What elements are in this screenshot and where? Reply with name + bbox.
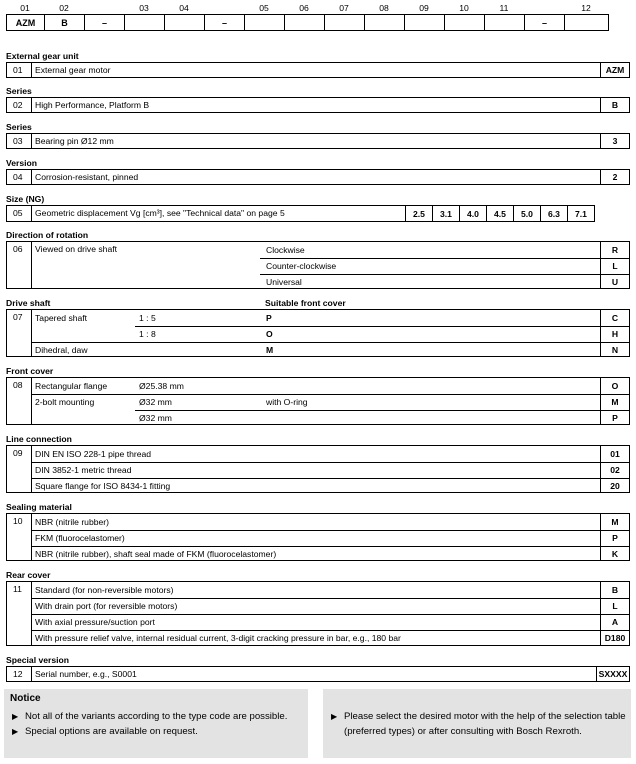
type-code-position: 03 (139, 3, 149, 13)
table-size (6, 205, 595, 222)
notice-item: ▶ Not all of the variants according to the type code are possible. (12, 711, 288, 722)
type-code-box: – (205, 15, 245, 31)
option-text: Serial number, e.g., S0001 (35, 669, 137, 679)
notice-box-right (323, 689, 631, 758)
type-code-position: 05 (259, 3, 269, 13)
table-sealing (6, 513, 630, 561)
type-code-position: 10 (459, 3, 469, 13)
size-value: 2.5 (405, 206, 432, 221)
option-text: With drain port (for reversible motors) (35, 601, 178, 611)
type-code-position (204, 3, 244, 14)
cover-dimension: Ø32 mm (139, 413, 172, 423)
table-external-gear-unit (6, 62, 630, 78)
section-title-special-version: Special version (6, 655, 70, 665)
type-code-box (365, 15, 405, 31)
position-number: 09 (7, 446, 32, 492)
option-text: NBR (nitrile rubber), shaft seal made of FKM (fluorocelastomer) (35, 549, 277, 559)
notice-item: ▶ Please select the desired motor with the help of the selection table (preferred types) or after consulting with Bosch Rexroth. (331, 711, 626, 737)
section-title-sealing: Sealing material (6, 502, 72, 512)
position-number: 10 (7, 514, 32, 560)
type-code-position: 07 (339, 3, 349, 13)
option-code: B (600, 98, 629, 112)
type-code-box: B (45, 15, 85, 31)
option-text: Geometric displacement Vg [cm³], see "Technical data" on page 5 (35, 208, 285, 218)
option-code: 01 02 20 (600, 446, 629, 492)
type-code-position: 04 (179, 3, 189, 13)
cover-dimension: Ø25.38 mm (139, 381, 184, 391)
option-text: Standard (for non-reversible motors) (35, 585, 174, 595)
position-number: 07 (7, 310, 32, 356)
option-text: Square flange for ISO 8434-1 fitting (35, 481, 171, 491)
section-title-front-cover: Front cover (6, 366, 54, 376)
option-text: DIN 3852-1 metric thread (35, 465, 132, 475)
rotation-option-label: Counter-clockwise (266, 261, 337, 271)
section-title-external-gear-unit: External gear unit (6, 51, 79, 61)
option-code: R L U (600, 242, 629, 288)
type-code-boxes (6, 14, 609, 31)
section-title-drive-shaft: Drive shaft (6, 298, 51, 308)
section-title-size: Size (NG) (6, 194, 45, 204)
size-value: 3.1 (432, 206, 459, 221)
option-code: C H N (600, 310, 629, 356)
option-text: With pressure relief valve, internal residual current, 3-digit cracking pressure in bar, e.g., 180 bar (35, 633, 401, 643)
table-series (6, 97, 630, 113)
position-number: 12 (7, 667, 32, 681)
position-number: 11 (7, 582, 32, 645)
option-code: 2 (600, 170, 629, 184)
option-text: DIN EN ISO 228-1 pipe thread (35, 449, 152, 459)
type-code-position: 02 (59, 3, 69, 13)
position-number: 05 (7, 206, 32, 221)
section-title-line-connection: Line connection (6, 434, 72, 444)
option-text: External gear motor (35, 65, 111, 75)
type-code-position: 09 (419, 3, 429, 13)
type-code-box (125, 15, 165, 31)
type-code-box (485, 15, 525, 31)
type-code-position: 12 (581, 3, 591, 13)
size-value: 4.5 (486, 206, 513, 221)
type-code-box (285, 15, 325, 31)
type-code-box (405, 15, 445, 31)
section-title-version: Version (6, 158, 38, 168)
type-code-box: AZM (7, 15, 45, 31)
front-cover-code: P (266, 313, 272, 323)
type-code-box: – (85, 15, 125, 31)
option-code: SXXXX (596, 667, 629, 681)
type-code-position-numbers (6, 3, 630, 14)
type-code-position: 06 (299, 3, 309, 13)
type-code-box (325, 15, 365, 31)
notice-box-left (4, 689, 308, 758)
type-code-position: 08 (379, 3, 389, 13)
bullet-arrow-icon: ▶ (12, 727, 19, 736)
cover-dimension: Ø32 mm (139, 397, 172, 407)
table-rotation (6, 241, 630, 289)
table-version (6, 169, 630, 185)
front-cover-code: O (266, 329, 273, 339)
position-number: 04 (7, 170, 32, 184)
cover-type: 2-bolt mounting (35, 397, 95, 407)
option-text: Corrosion-resistant, pinned (35, 172, 139, 182)
option-text: Bearing pin Ø12 mm (35, 136, 114, 146)
option-code: M P K (600, 514, 629, 560)
option-text: Viewed on drive shaft (35, 244, 118, 254)
position-number: 08 (7, 378, 32, 424)
table-drive-shaft (6, 309, 630, 357)
shaft-type: Dihedral, daw (35, 345, 88, 355)
rotation-option-label: Universal (266, 277, 302, 287)
type-code-box (165, 15, 205, 31)
notice-item: ▶ Special options are available on request. (12, 726, 198, 737)
drive-shaft-cover-header: Suitable front cover (265, 298, 346, 308)
cover-extra: with O-ring (266, 397, 308, 407)
front-cover-code: M (266, 345, 274, 355)
size-value: 6.3 (540, 206, 567, 221)
option-text: With axial pressure/suction port (35, 617, 155, 627)
shaft-ratio: 1 : 5 (139, 313, 156, 323)
size-value: 4.0 (459, 206, 486, 221)
table-rear-cover (6, 581, 630, 646)
position-number: 01 (7, 63, 32, 77)
option-code: 3 (600, 134, 629, 148)
shaft-ratio: 1 : 8 (139, 329, 156, 339)
shaft-type: Tapered shaft (35, 313, 88, 323)
table-line-connection (6, 445, 630, 493)
notice-title: Notice (10, 693, 41, 704)
option-code: B L A D180 (600, 582, 629, 645)
position-number: 03 (7, 134, 32, 148)
rotation-option-label: Clockwise (266, 245, 305, 255)
type-code-position (524, 3, 564, 14)
bullet-arrow-icon: ▶ (331, 712, 338, 721)
section-title-series-bearing: Series (6, 122, 32, 132)
type-code-box (565, 15, 609, 31)
bullet-arrow-icon: ▶ (12, 712, 19, 721)
table-series-bearing (6, 133, 630, 149)
cover-type: Rectangular flange (35, 381, 108, 391)
section-title-rotation: Direction of rotation (6, 230, 89, 240)
type-code-position (84, 3, 124, 14)
table-special-version (6, 666, 630, 682)
type-code-box (445, 15, 485, 31)
option-text: FKM (fluorocelastomer) (35, 533, 125, 543)
position-number: 02 (7, 98, 32, 112)
option-text: High Performance, Platform B (35, 100, 150, 110)
size-value: 5.0 (513, 206, 540, 221)
section-title-rear-cover: Rear cover (6, 570, 51, 580)
position-number: 06 (7, 242, 32, 288)
option-code: AZM (600, 63, 629, 77)
table-front-cover (6, 377, 630, 425)
type-code-box: – (525, 15, 565, 31)
type-code-box (245, 15, 285, 31)
type-code-position: 11 (499, 3, 509, 13)
size-value: 7.1 (567, 206, 594, 221)
type-code-position: 01 (20, 3, 30, 13)
option-code: O M P (600, 378, 629, 424)
section-title-series: Series (6, 86, 32, 96)
option-text: NBR (nitrile rubber) (35, 517, 110, 527)
